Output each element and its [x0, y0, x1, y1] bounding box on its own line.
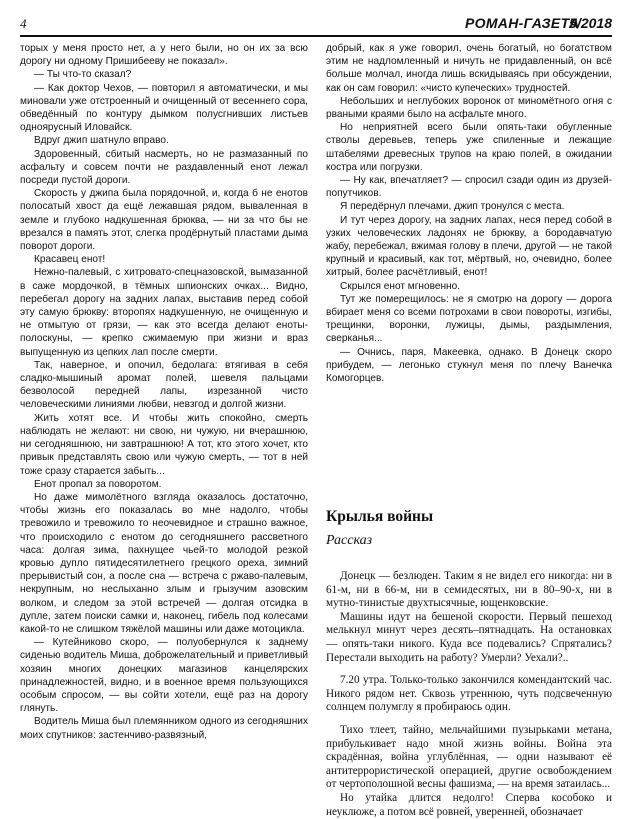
paragraph: Но утайка длится недолго! Сперва кособоко и неуклюже, а потом всё ровней, уверенней, обозначает [326, 791, 612, 818]
paragraph: Но неприятней всего были опять-таки обугленные стволы деревьев, теперь уже спиленные и лежащие штабелями древесных трупов на краю полей, в ожидании костра или погрузки. [326, 122, 612, 173]
paragraph: Скорость у джипа была порядочной, и, когда б не енотов полосатый хвост да ещё лежавшая рядом, вываленная в земле и глубоко надкушенная брюква, — ни за что бы не врезался в память этот, слегка продёрнутый пластами дыма поворот дороги. [20, 188, 308, 253]
paragraph: — Ты что-то сказал? [34, 69, 132, 81]
paragraph: Машины идут на бешеной скорости. Первый пешеход мелькнул минут через десять–пятнадцать. На остановках — опять-таки никого. Куда все подевались? Спрятались? Перестали выходить на работу? Умерли? Уехали?.. [326, 610, 612, 664]
paragraph: добрый, как я уже говорил, очень богатый, но богатством этим не надломленный и ничуть не придавленный, он всё больше молчал, иногда лишь вскидываясь при обсуждении, как он сам говорил: «чисто купеческих» трудностей. [326, 43, 612, 94]
page-number: 4 [20, 16, 27, 31]
paragraph: — Ну как, впечатляет? — спросил сзади один из друзей-попутчиков. [326, 175, 612, 200]
story-title: Крылья войны [326, 508, 434, 525]
right-column-top [326, 42, 612, 385]
paragraph: Тихо тлеет, тайно, мельчайшими пузырьками метана, прибулькивает надо мной жизнь войны. Война эта скрадённая, война углублённая, — одни называют её антитеррористической операцией, другие освобождением от чертополошной весны фашизма, — на время затаилась... [326, 723, 612, 791]
story-body [326, 570, 612, 819]
paragraph: — Очнись, паря, Макеевка, однако. В Донецк скоро прибудем, — легонько стукнул меня по плечу Ванечка Комогорцев. [326, 346, 612, 385]
paragraph: — Кутейниково скоро, — полуобернулся к заднему сиденью водитель Миша, доброжелательный и приветливый хозяин многих донецких магазинов канцелярских принадлежностей, видно, и в военное время пользующихся особым спросом, — вы сойти хотели, ещё раз на дорогу глянуть. [20, 637, 308, 715]
paragraph: Я передёрнул плечами, джип тронулся с места. [340, 201, 565, 213]
paragraph: торых у меня просто нет, а у него были, но он их за всю дорогу ни одному Пришибееву не показал». [20, 43, 308, 68]
paragraph: Жить хотят все. И чтобы жить спокойно, смерть наблюдать не желают: ни свою, ни чужую, ни вчерашнюю, ни сегодняшнюю, ни завтрашнюю! А тот, кто этого хочет, кто привык представлять свою или чужую смерть, — тот в ней тоже сразу старается забыть... [20, 412, 308, 477]
paragraph: Но даже мимолётного взгляда оказалось достаточно, чтобы жизнь его показалась во мне надолго, чтобы тревожило и тревожило то неочевидное и страшно важное, что происходило с енотом до сегодняшнего рассветного часа: долгая зима, пахнущее чьей-то молодой резкой кровью дупло пятидесятилетнего грецкого ореха, зимний прерывистый сон, а после сна — встреча с ржаво-палевым, некрупным, но неслыханно злым и грызучим азовским волком, и следом за этой встречей — долгая отсидка в дупле, затем поиски самки и, наконец, гибель под колесами какой-то не слишком тяжёлой машины или даже мотоцикла. [20, 491, 308, 635]
magazine-title: РОМАН-ГАЗЕТА [465, 15, 580, 31]
paragraph: Тут же померещилось: не я смотрю на дорогу — дорога вбирает меня со всеми потрохами в свои повороты, изгибы, трещинки, воронки, лужицы, дымы, раздымления, сверканья... [326, 293, 612, 345]
paragraph: Водитель Миша был племянником одного из сегодняшних моих спутников: застенчиво-развязный, [20, 716, 308, 741]
header-rule [20, 35, 612, 37]
paragraph: Енот пропал за поворотом. [34, 478, 162, 490]
paragraph: Нежно-палевый, с хитровато-спецназовской, вымазанной в саже мордочкой, в тёмных шпионских очках... Видно, перебегал дорогу на задних лапах, выставив перед собой эту самую брюкву: второпях надкушенную, не очищенную и не отмытую от грязи, — как это всегда делают еноты-полоскуны, — крепко сжимаемую при жизни и враз выпущенную из цепких лап после смерти. [20, 267, 308, 358]
issue-number: 5/2018 [569, 15, 612, 31]
paragraph: Здоровенный, сбитый насмерть, но не размазанный по асфальту и совсем почти не раздавленный енот лежал посреди пустой дороги. [20, 148, 308, 187]
left-column [20, 42, 308, 742]
paragraph: — Как доктор Чехов, — повторил я автоматически, и мы миновали уже отстроенный и очищенный от весеннего сора, обведённый по контуру дымком полусгнивших листьев одноярусный Иловайск. [20, 82, 308, 134]
paragraph: Небольших и неглубоких воронок от миномётного огня с рваными краями было на асфальте много. [326, 95, 612, 121]
paragraph: Так, наверное, и опочил, бедолага: втягивая в себя сладко-мышиный аромат полей, шевеля пальцами безволосой передней лапы, изрезанной чисто человеческими линиями любви, невзгод и долгой жизни. [20, 359, 308, 411]
paragraph: Скрылся енот мгновенно. [340, 280, 461, 292]
story-subtitle: Рассказ [326, 533, 373, 548]
paragraph: 7.20 утра. Только-только закончился комендантский час. Никого рядом нет. Сквозь утреннюю, чуть подсвеченную солнцем полумглу я пробираюсь один. [326, 674, 612, 714]
paragraph: Вдруг джип шатнуло вправо. [34, 135, 169, 147]
paragraph: Донецк — безлюден. Таким я не видел его никогда: ни в 61-м, ни в 66-м, ни в семидесятых, ни в 80–90-х, ни в мутно-тинистые двухтысячные, ющенковские. [326, 570, 612, 610]
page-header [20, 14, 612, 36]
paragraph: Красавец енот! [34, 254, 106, 266]
paragraph: И тут через дорогу, на задних лапах, неся перед собой в узких человеческих ладонях не брюкву, а бородавчатую жабу, перебежал, вжимая голову в плечи, другой — не такой крупный и красивый, как тот, мёртвый, но, очевидно, более хитрый, более расчётливый, енот! [326, 214, 612, 279]
